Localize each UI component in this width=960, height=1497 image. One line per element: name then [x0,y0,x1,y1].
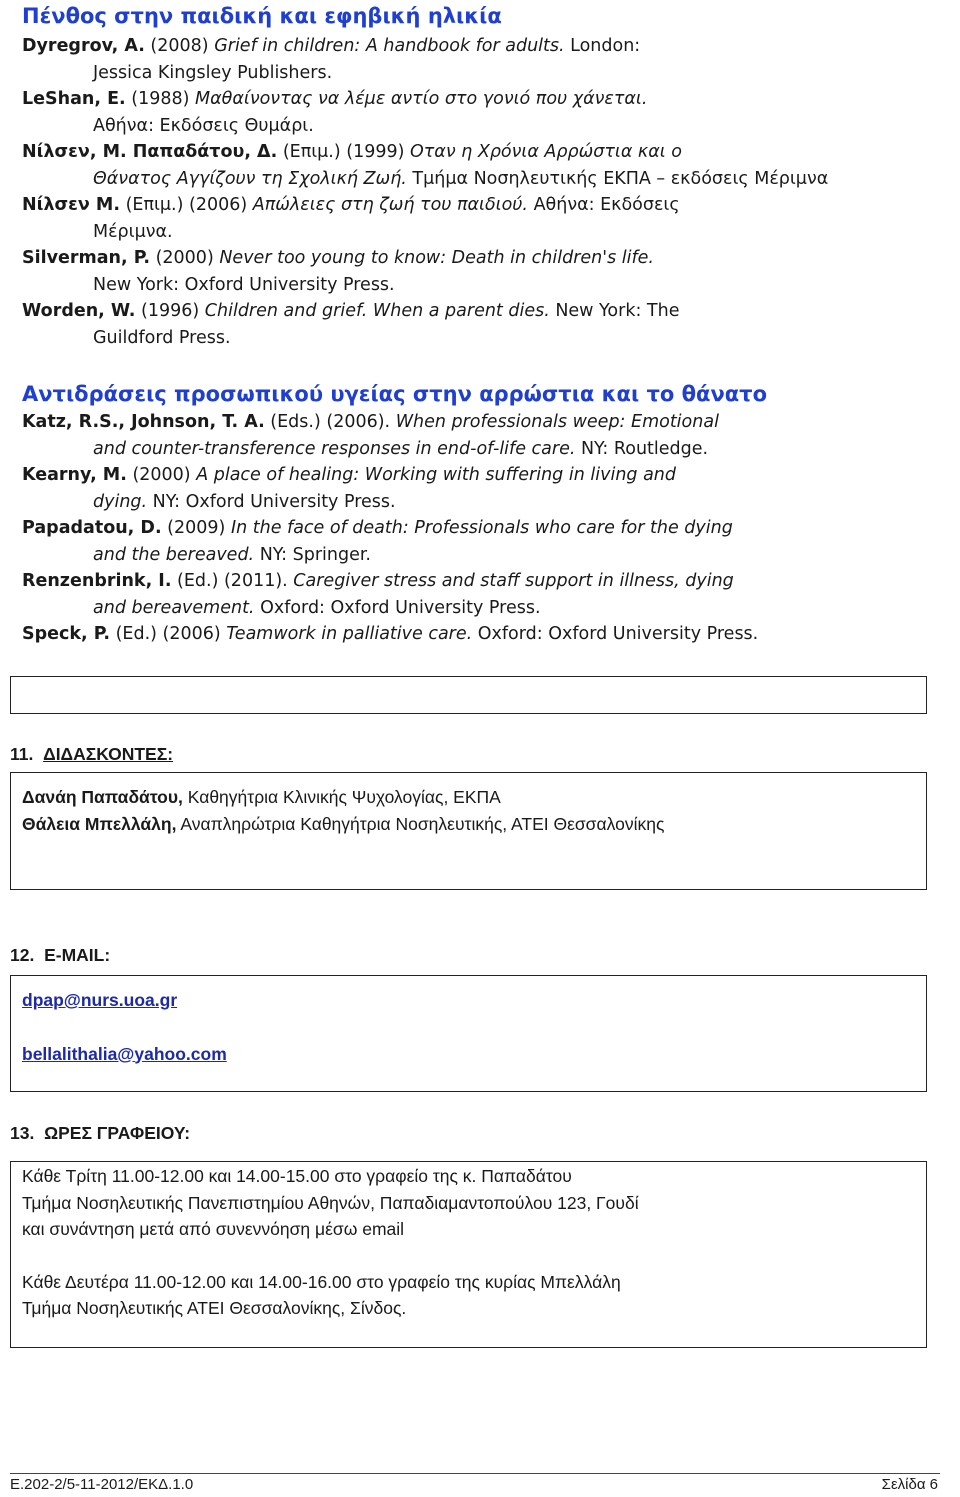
ref-author: Papadatou, D. [22,518,162,538]
section-title: E-MAIL: [44,945,111,965]
ref-year: (Ed.) (2011). [171,571,294,591]
hours-line: και συνάντηση μετά από συνεννόηση μέσω email [22,1219,405,1239]
reference-item [22,192,932,245]
footer-page-number: Σελίδα 6 [881,1476,938,1493]
ref-title: In the face of death: Professionals who care for the dying [230,518,733,538]
ref-title: Grief in children: A handbook for adults. [214,36,565,56]
reference-list-grief [22,33,932,351]
section-number: 11. [10,744,34,764]
reference-item [22,409,932,462]
ref-publisher: NY: Oxford University Press. [147,491,396,512]
ref-year: (Επιμ.) (2006) [120,195,253,215]
ref-author: Worden, W. [22,301,136,321]
ref-title-cont: dying. [93,491,148,512]
teacher-entry [22,784,664,811]
ref-title-cont: and counter-transference responses in end-of-life care. [93,438,576,459]
ref-author: Νίλσεν Μ. [22,195,120,215]
ref-author: Speck, P. [22,624,111,644]
ref-year: (Eds.) (2006). [264,412,396,432]
ref-year: (2008) [144,36,215,56]
teachers-list [22,784,664,837]
ref-author: Silverman, P. [22,248,151,268]
teacher-name: Θάλεια Μπελλάλη, [22,813,177,834]
ref-year: (Επιμ.) (1999) [277,142,410,162]
ref-year: (1988) [125,89,196,109]
reference-item [22,462,932,515]
section-title: ΩΡΕΣ ΓΡΑΦΕΙΟΥ: [44,1123,191,1143]
reference-item [22,86,932,139]
teacher-role: Καθηγήτρια Κλινικής Ψυχολογίας, ΕΚΠΑ [182,787,501,807]
teacher-name: Δανάη Παπαδάτου, [22,787,183,807]
hours-text [22,1163,639,1322]
ref-author: Renzenbrink, I. [22,571,172,591]
teacher-entry [22,811,664,838]
ref-publisher: Guildford Press. [93,327,231,348]
ref-author: Dyregrov, A. [22,36,145,56]
ref-publisher: Jessica Kingsley Publishers. [93,62,333,83]
reference-item [22,139,932,192]
teacher-role: Αναπληρώτρια Καθηγήτρια Νοσηλευτικής, ΑΤΕΙ Θεσσαλονίκης [176,813,665,834]
ref-publisher: NY: Routledge. [575,438,709,459]
footer-document-code: Ε.202-2/5-11-2012/ΕΚΔ.1.0 [10,1476,194,1493]
ref-publisher: Oxford: Oxford University Press. [254,597,541,618]
reference-item [22,621,932,648]
section-number: 12. [10,945,35,965]
staff-section-heading: Αντιδράσεις προσωπικού υγείας στην αρρώστια και το θάνατο [22,382,768,406]
email-link[interactable]: dpap@nurs.uoa.gr [22,990,178,1010]
ref-publisher-place: London: [564,36,641,56]
ref-title: Never too young to know: Death in children's life. [219,248,654,268]
ref-title-cont: Θάνατος Αγγίζουν τη Σχολική Ζωή. [93,168,407,189]
hours-line: Κάθε Δευτέρα 11.00-12.00 και 14.00-16.00 στο γραφείο της κυρίας Μπελλάλη [22,1271,621,1292]
ref-title: Απώλειες στη ζωή του παιδιού. [252,195,528,215]
ref-year: (2000) [150,248,220,268]
reference-item [22,515,932,568]
ref-publisher: Oxford: Oxford University Press. [472,624,759,644]
ref-publisher-place: Αθήνα: Εκδόσεις [528,195,680,215]
ref-title-cont: and bereavement. [93,597,255,618]
ref-title: When professionals weep: Emotional [395,412,719,432]
reference-item [22,568,932,621]
ref-publisher: Αθήνα: Εκδόσεις Θυμάρι. [93,115,314,136]
section-number: 13. [10,1123,35,1143]
hours-line: Τμήμα Νοσηλευτικής ΑΤΕΙ Θεσσαλονίκης, Σίνδος. [22,1298,407,1318]
reference-item [22,245,932,298]
ref-title: Teamwork in palliative care. [226,624,473,644]
empty-box [10,676,927,714]
ref-title: Μαθαίνοντας να λέμε αντίο στο γονιό που χάνεται. [195,89,648,109]
ref-author: Νίλσεν, Μ. Παπαδάτου, Δ. [22,142,278,162]
ref-publisher: New York: Oxford University Press. [93,274,395,295]
ref-year: (1996) [135,301,205,321]
grief-section-heading: Πένθος στην παιδική και εφηβική ηλικία [22,4,502,28]
ref-author: Kearny, M. [22,465,127,485]
email-heading [10,945,110,966]
ref-title-cont: and the bereaved. [93,544,255,565]
teachers-heading [10,744,173,765]
ref-year: (2009) [161,518,231,538]
ref-title: Caregiver stress and staff support in illness, dying [293,571,734,591]
hours-line: Τμήμα Νοσηλευτικής Πανεπιστημίου Αθηνών, Παπαδιαμαντοπούλου 123, Γουδί [22,1192,639,1213]
hours-heading [10,1123,190,1144]
ref-publisher: Τμήμα Νοσηλευτικής ΕΚΠΑ – εκδόσεις Μέριμνα [406,168,829,189]
ref-author: Katz, R.S., Johnson, T. A. [22,412,265,432]
reference-item [22,33,932,86]
ref-title: A place of healing: Working with suffering in living and [196,465,677,485]
section-title: ΔΙΔΑΣΚΟΝΤΕΣ: [43,744,174,764]
ref-title: Οταν η Χρόνια Αρρώστια και ο [410,142,682,162]
ref-year: (Ed.) (2006) [110,624,227,644]
email-list [22,987,227,1067]
email-link[interactable]: bellalithalia@yahoo.com [22,1043,227,1064]
ref-publisher: NY: Springer. [254,544,371,565]
ref-author: LeShan, E. [22,89,126,109]
ref-publisher-place: New York: The [549,301,680,321]
reference-list-staff [22,409,932,648]
ref-title: Children and grief. When a parent dies. [204,301,550,321]
hours-line: Κάθε Τρίτη 11.00-12.00 και 14.00-15.00 στο γραφείο της κ. Παπαδάτου [22,1166,572,1186]
ref-publisher: Μέριμνα. [93,221,173,242]
ref-year: (2000) [126,465,197,485]
reference-item [22,298,932,351]
footer-divider [10,1473,940,1474]
